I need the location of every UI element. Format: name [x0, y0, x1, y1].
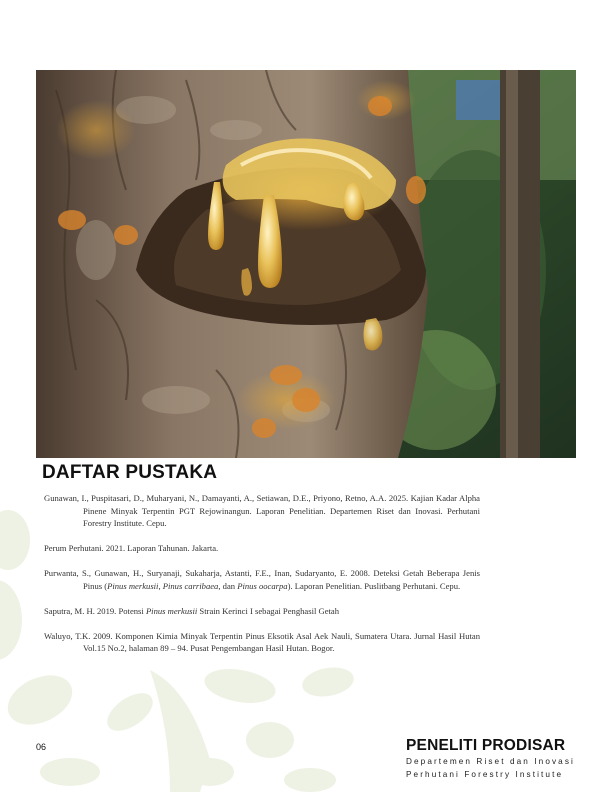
reference-text: Saputra, M. H. 2019. Potensi [44, 605, 146, 616]
reference-entry [44, 630, 480, 655]
page-number: 06 [36, 742, 47, 752]
reference-italic-text: Pinus merkusii [145, 605, 198, 616]
brand-institute: Perhutani Forestry Institute [406, 770, 564, 779]
reference-text: ). Laporan Penelitian. Puslitbang Perhutani. Cepu. [287, 580, 461, 591]
reference-text: Strain Kerinci I sebagai Penghasil Getah [197, 605, 340, 616]
section-title: DAFTAR PUSTAKA [42, 462, 218, 483]
brand-department: Departemen Riset dan Inovasi [406, 757, 575, 766]
reference-list [44, 492, 480, 667]
reference-text: , dan [218, 580, 238, 591]
reference-text: Gunawan, I., Puspitasari, D., Muharyani, N., Damayanti, A., Setiawan, D.E., Priyono, Retno, A.A. 2025. Kajian Kadar Alpha Pinene Minyak Terpentin PGT Rejowinangun. Laporan Penelitian. Departemen Riset dan Inovasi. Perhutani Forestry Institute. Cepu. [44, 493, 480, 529]
brand-title: PENELITI PRODISAR [406, 737, 566, 754]
reference-text: Perum Perhutani. 2021. Laporan Tahunan. Jakarta. [44, 543, 219, 554]
reference-italic-text: Pinus merkusii, Pinus carribaea [107, 580, 219, 591]
reference-entry [44, 492, 480, 530]
reference-entry [44, 542, 480, 555]
reference-text: Waluyo, T.K. 2009. Komponen Kimia Minyak Terpentin Pinus Eksotik Asal Aek Nauli, Sumatera Utara. Jurnal Hasil Hutan Vol.15 No.2, halaman 89 – 94. Pusat Pengembangan Hasil Hutan. Bogor. [44, 630, 480, 654]
reference-entry [44, 605, 480, 618]
pine-resin-photo [36, 70, 576, 458]
publication-brand [406, 737, 586, 781]
reference-entry [44, 567, 480, 592]
reference-italic-text: Pinus oocarpa [237, 580, 288, 591]
reference-text: Purwanta, S., Gunawan, H., Suryanaji, Sukaharja, Astanti, F.E., Inan, Sudaryanto, E. 2008. Deteksi Getah Beberapa Jenis Pinus ( [44, 568, 480, 591]
